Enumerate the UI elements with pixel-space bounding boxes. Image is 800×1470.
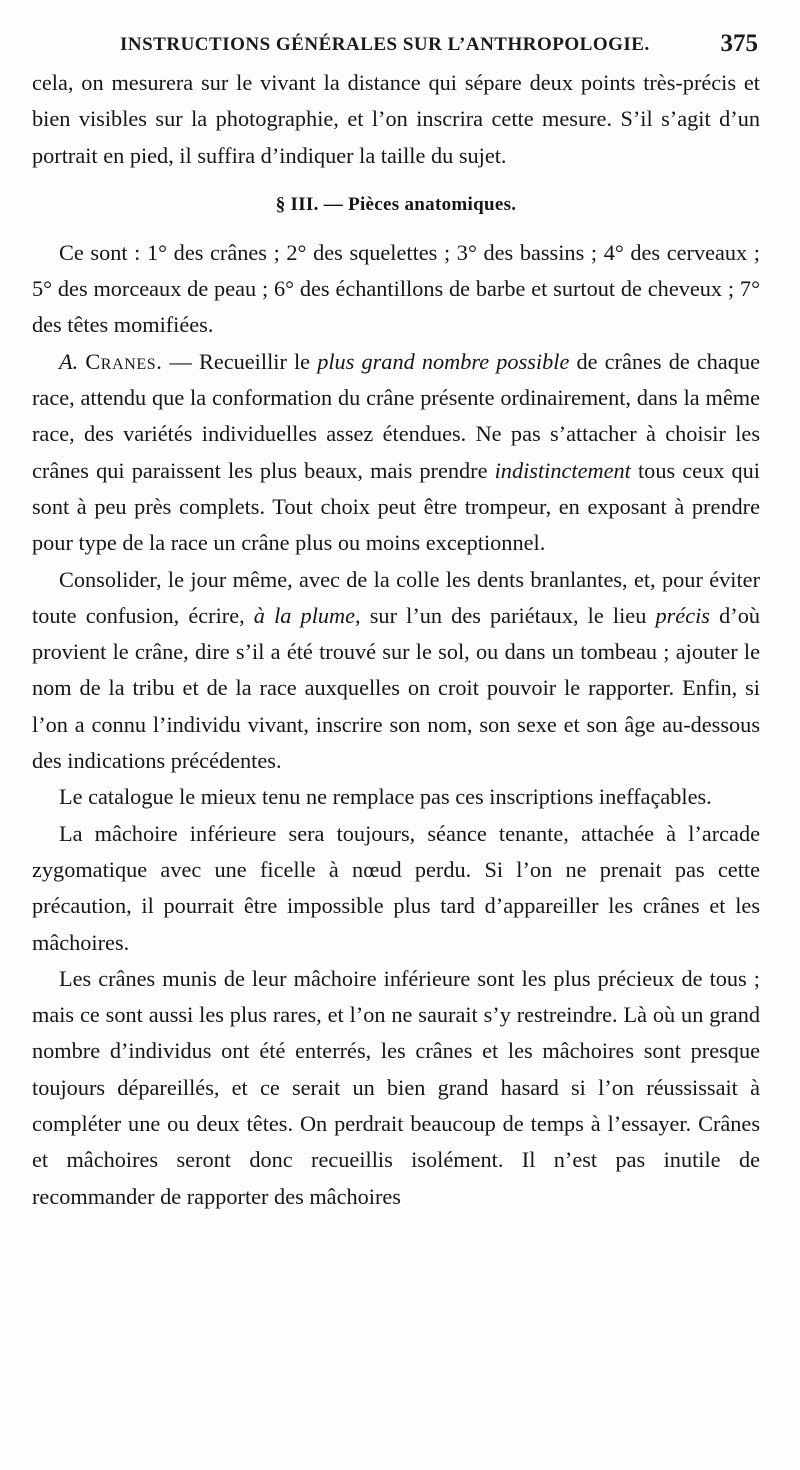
- cranes-text-end: tous ceux qui sont à peu près complets. Tout choix peut être trompeur, en exposant à prendre pour type de la race un crâne plus ou moins exceptionnel.: [32, 457, 760, 556]
- cranes-emphasis-2: indistinctement: [494, 457, 631, 483]
- cranes-dash: — Recueillir le: [162, 348, 318, 374]
- cranes-text: de crânes de chaque race, attendu que la conformation du crâne présente ordinairement, dans la même race, des variétés individuelles assez étendues. Ne pas s’attacher à choisir les crânes qui paraissent les plus beaux, mais prendre: [32, 348, 760, 483]
- consolidate-emphasis: à la plume: [253, 602, 356, 628]
- consolidate-paragraph: [32, 562, 760, 780]
- consolidate-emphasis-2: précis: [655, 602, 710, 628]
- intro-paragraph: cela, on mesurera sur le vivant la distance qui sépare deux points très-précis et bien visibles sur la photographie, et l’on inscrira cette mesure. S’il s’agit d’un portrait en pied, il suffira d’indiquer la taille du sujet.: [32, 70, 760, 168]
- cranes-paragraph: [32, 344, 760, 562]
- running-header: [120, 30, 760, 60]
- jaw-paragraph: La mâchoire inférieure sera toujours, séance tenante, attachée à l’arcade zygomatique avec une ficelle à nœud perdu. Si l’on ne prenait pas cette précaution, il pourrait être impossible plus tard d’appareiller les crânes et les mâchoires.: [32, 820, 760, 955]
- cranes-label: Cranes.: [85, 348, 163, 374]
- last-paragraph: Les crânes munis de leur mâchoire inférieure sont les plus précieux de tous ; mais ce sont aussi les plus rares, et l’on ne saurait s’y restreindre. Là où un grand nombre d’individus ont été enterrés, les crânes et les mâchoires sont presque toujours dépareillés, et ce serait un bien grand hasard si l’on réussissait à compléter une ou deux têtes. On perdrait beaucoup de temps à l’essayer. Crânes et mâchoires seront donc recueillis isolément. Il n’est pas inutile de recommander de rapporter des mâchoires: [32, 965, 760, 1209]
- enumeration-paragraph: Ce sont : 1° des crânes ; 2° des squelettes ; 3° des bassins ; 4° des cerveaux ; 5° des morceaux de peau ; 6° des échantillons de barbe et surtout de cheveux ; 7° des têtes momifiées.: [32, 239, 760, 338]
- consolidate-text-end: d’où provient le crâne, dire s’il a été trouvé sur le sol, ou dans un tombeau ; ajouter le nom de la tribu et de la race auxquelles on croit pouvoir le rapporter. Enfin, si l’on a connu l’individu vivant, inscrire son nom, son sexe et son âge au-dessous des indications précédentes.: [32, 602, 760, 774]
- page-number: 375: [720, 30, 758, 57]
- cranes-letter: A.: [59, 348, 79, 374]
- catalogue-paragraph: Le catalogue le mieux tenu ne remplace pas ces inscriptions ineffaçables.: [59, 784, 712, 810]
- cranes-emphasis: plus grand nombre possible: [317, 348, 570, 374]
- page-body: [32, 65, 760, 1215]
- consolidate-text: Consolider, le jour même, avec de la colle les dents branlantes, et, pour éviter toute confusion, écrire,: [32, 566, 760, 628]
- section-heading: § III. — Pièces anatomiques.: [275, 193, 517, 215]
- running-title: INSTRUCTIONS GÉNÉRALES SUR L’ANTHROPOLOGIE.: [120, 34, 650, 55]
- consolidate-text-mid: , sur l’un des pariétaux, le lieu: [355, 602, 656, 628]
